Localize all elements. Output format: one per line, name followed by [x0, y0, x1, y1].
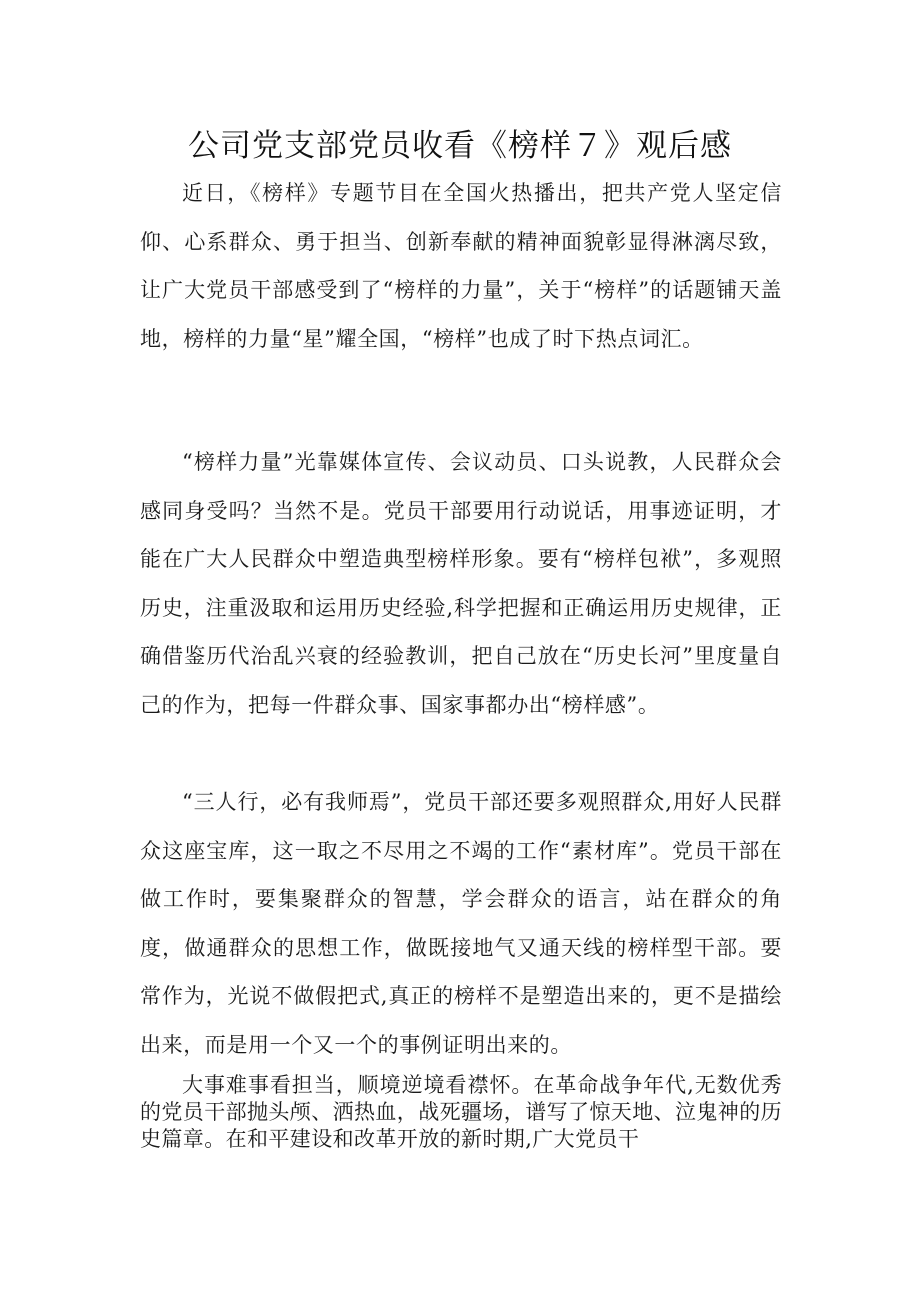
paragraph-1: 近日，《榜样》专题节目在全国火热播出，把共产党人坚定信仰、心系群众、勇于担当、创新奉献的精神面貌彰显得淋漓尽致，让广大党员干部感受到了“榜样的力量”，关于“榜样”的话题铺天盖地，榜样的力量“星”耀全国，“榜样”也成了时下热点词汇。	[140, 181, 782, 351]
paragraph-4: 大事难事看担当，顺境逆境看襟怀。在革命战争年代,无数优秀的党员干部抛头颅、洒热血，战死疆场，谱写了惊天地、泣鬼神的历史篇章。在和平建设和改革开放的新时期,广大党员干	[140, 1073, 782, 1151]
document-title: 公司党支部党员收看《榜样７》观后感	[188, 128, 732, 164]
paragraph-3: “三人行，必有我师焉”，党员干部还要多观照群众,用好人民群众这座宝库，这一取之不尽用之不竭的工作“素材库”。党员干部在做工作时，要集聚群众的智慧，学会群众的语言，站在群众的角度，做通群众的思想工作，做既接地气又通天线的榜样型干部。要常作为，光说不做假把式,真正的榜样不是塑造出来的，更不是描绘出来，而是用一个又一个的事例证明出来的。	[140, 790, 783, 1057]
paragraph-2: “榜样力量”光靠媒体宣传、会议动员、口头说教，人民群众会感同身受吗？当然不是。党员干部要用行动说话，用事迹证明，才能在广大人民群众中塑造典型榜样形象。要有“榜样包袱”，多观照历史，注重汲取和运用历史经验,科学把握和正确运用历史规律，正确借鉴历代治乱兴衰的经验教训，把自己放在“历史长河”里度量自己的作为，把每一件群众事、国家事都办出“榜样感”。	[140, 450, 782, 717]
